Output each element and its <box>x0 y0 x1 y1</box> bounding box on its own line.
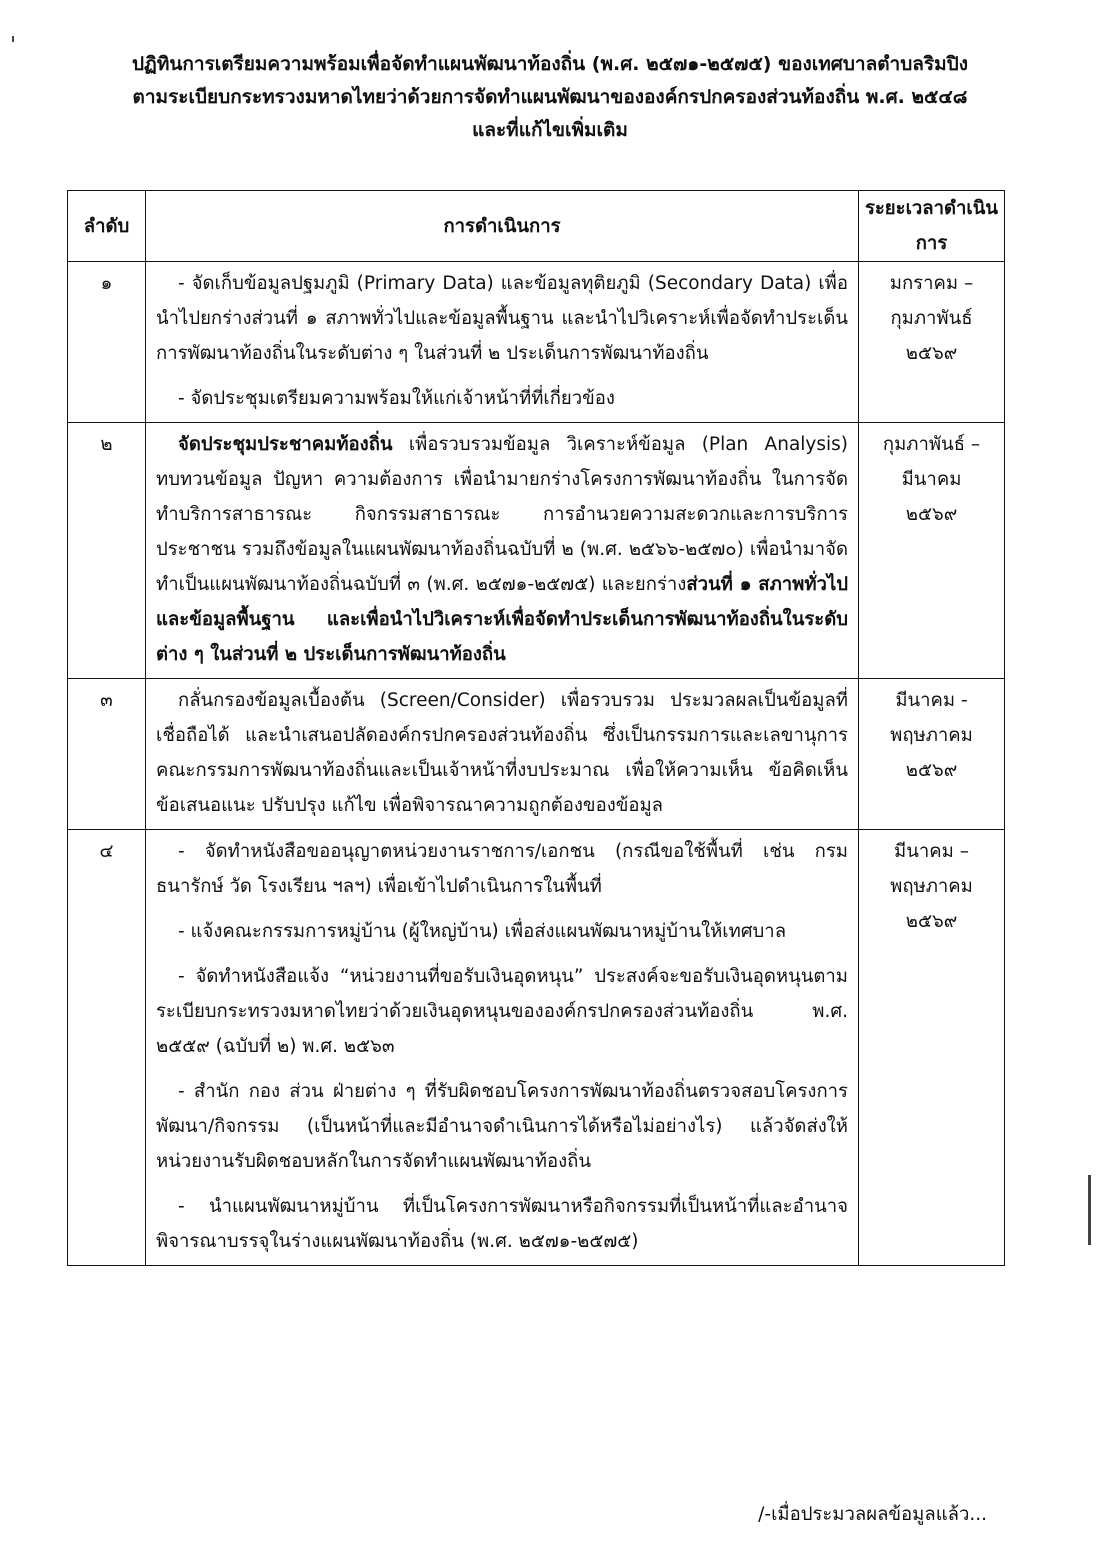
row-action <box>146 830 859 1266</box>
header-action: การดำเนินการ <box>146 191 859 262</box>
period-year: ๒๕๖๙ <box>905 911 958 932</box>
table-row <box>68 679 1005 830</box>
row-period <box>859 830 1005 1266</box>
period-year: ๒๕๖๙ <box>905 760 958 781</box>
scan-speck <box>12 36 14 42</box>
row-number: ๓ <box>68 679 146 830</box>
table-row <box>68 423 1005 679</box>
action-paragraph: - แจ้งคณะกรรมการหมู่บ้าน (ผู้ใหญ่บ้าน) เพื่อส่งแผนพัฒนาหมู่บ้านให้เทศบาล <box>178 921 787 942</box>
row-action <box>146 679 859 830</box>
action-paragraph <box>156 427 848 672</box>
action-paragraph: - สำนัก กอง ส่วน ฝ่ายต่าง ๆ ที่รับผิดชอบโครงการพัฒนาท้องถิ่นตรวจสอบโครงการพัฒนา/กิจกรรม (เป็นหน้าที่และมีอำนาจดำเนินการได้หรือไม่อย่างไร) แล้วจัดส่งให้หน่วยงานรับผิดชอบหลักในการจัดทำแผนพัฒนาท้องถิ่น <box>156 1081 848 1172</box>
period-months: มีนาคม – พฤษภาคม <box>890 841 973 897</box>
action-paragraph: - จัดเก็บข้อมูลปฐมภูมิ (Primary Data) และข้อมูลทุติยภูมิ (Secondary Data) เพื่อนำไปยกร่างส่วนที่ ๑ สภาพทั่วไปและข้อมูลพื้นฐาน และนำไปวิเคราะห์เพื่อจัดทำประเด็นการพัฒนาท้องถิ่นในระดับต่าง ๆ ในส่วนที่ ๒ ประเด็นการพัฒนาท้องถิ่น <box>156 273 848 364</box>
header-order: ลำดับ <box>68 191 146 262</box>
action-bold-lead: จัดประชุมประชาคมท้องถิ่น <box>178 434 393 455</box>
action-paragraph: - นำแผนพัฒนาหมู่บ้าน ที่เป็นโครงการพัฒนาหรือกิจกรรมที่เป็นหน้าที่และอำนาจพิจารณาบรรจุในร่างแผนพัฒนาท้องถิ่น (พ.ศ. ๒๕๗๑-๒๕๗๕) <box>156 1196 848 1252</box>
row-action <box>146 262 859 423</box>
header-period: ระยะเวลาดำเนินการ <box>859 191 1005 262</box>
schedule-table <box>67 190 1005 1266</box>
period-year: ๒๕๖๙ <box>905 343 958 364</box>
row-number: ๔ <box>68 830 146 1266</box>
action-paragraph: - จัดประชุมเตรียมความพร้อมให้แก่เจ้าหน้าที่ที่เกี่ยวข้อง <box>178 388 615 409</box>
row-period <box>859 423 1005 679</box>
row-period <box>859 679 1005 830</box>
action-paragraph: กลั่นกรองข้อมูลเบื้องต้น (Screen/Consider) เพื่อรวบรวม ประมวลผลเป็นข้อมูลที่เชื่อถือได้ และนำเสนอปลัดองค์กรปกครองส่วนท้องถิ่น ซึ่งเป็นกรรมการและเลขานุการคณะกรรมการพัฒนาท้องถิ่นและเป็นเจ้าหน้าที่งบประมาณ เพื่อให้ความเห็น ข้อคิดเห็น ข้อเสนอแนะ ปรับปรุง แก้ไข เพื่อพิจารณาความถูกต้องของข้อมูล <box>156 690 848 816</box>
action-text: เพื่อรวบรวมข้อมูล วิเคราะห์ข้อมูล (Plan Analysis) ทบทวนข้อมูล ปัญหา ความต้องการ เพื่อนำมายกร่างโครงการพัฒนาท้องถิ่น ในการจัดทำบริการสาธารณะ กิจกรรมสาธารณะ การอำนวยความสะดวกและการบริการประชาชน รวมถึงข้อมูลในแผนพัฒนาท้องถิ่นฉบับที่ ๒ (พ.ศ. ๒๕๖๖-๒๕๗๐) เพื่อนำมาจัดทำเป็นแผนพัฒนาท้องถิ่นฉบับที่ ๓ (พ.ศ. ๒๕๗๑-๒๕๗๕) และยกร่าง <box>156 434 848 595</box>
period-year: ๒๕๖๙ <box>905 504 958 525</box>
period-months: มกราคม – กุมภาพันธ์ <box>889 273 974 329</box>
row-action <box>146 423 859 679</box>
row-period <box>859 262 1005 423</box>
table-row <box>68 830 1005 1266</box>
action-bold-tail: ส่วนที่ ๑ สภาพทั่วไปและข้อมูลพื้นฐาน และเพื่อนำไปวิเคราะห์เพื่อจัดทำประเด็นการพัฒนาท้องถิ่นในระดับต่าง ๆ ในส่วนที่ ๒ ประเด็นการพัฒนาท้องถิ่น <box>156 574 848 665</box>
table-header-row <box>68 191 1005 262</box>
title-line-1: ปฏิทินการเตรียมความพร้อมเพื่อจัดทำแผนพัฒนาท้องถิ่น (พ.ศ. ๒๕๗๑-๒๕๗๕) ของเทศบาลตำบลริมปิง <box>132 53 968 75</box>
period-months: มีนาคม - พฤษภาคม <box>890 690 973 746</box>
title-line-3: และที่แก้ไขเพิ่มเติม <box>472 119 628 141</box>
table-row <box>68 262 1005 423</box>
period-months: กุมภาพันธ์ – มีนาคม <box>882 434 981 490</box>
continuation-note: /-เมื่อประมวลผลข้อมูลแล้ว... <box>758 1504 987 1525</box>
scan-edge-mark <box>1088 1175 1091 1245</box>
action-paragraph: - จัดทำหนังสือขออนุญาตหน่วยงานราชการ/เอกชน (กรณีขอใช้พื้นที่ เช่น กรมธนารักษ์ วัด โรงเรียน ฯลฯ) เพื่อเข้าไปดำเนินการในพื้นที่ <box>156 841 848 897</box>
row-number: ๒ <box>68 423 146 679</box>
action-paragraph: - จัดทำหนังสือแจ้ง “หน่วยงานที่ขอรับเงินอุดหนุน” ประสงค์จะขอรับเงินอุดหนุนตามระเบียบกระทรวงมหาดไทยว่าด้วยเงินอุดหนุนขององค์กรปกครองส่วนท้องถิ่น พ.ศ. ๒๕๕๙ (ฉบับที่ ๒) พ.ศ. ๒๕๖๓ <box>156 966 848 1057</box>
title-line-2: ตามระเบียบกระทรวงมหาดไทยว่าด้วยการจัดทำแผนพัฒนาขององค์กรปกครองส่วนท้องถิ่น พ.ศ. ๒๕๔๘ <box>132 86 968 108</box>
row-number: ๑ <box>68 262 146 423</box>
document-title <box>60 48 1040 147</box>
